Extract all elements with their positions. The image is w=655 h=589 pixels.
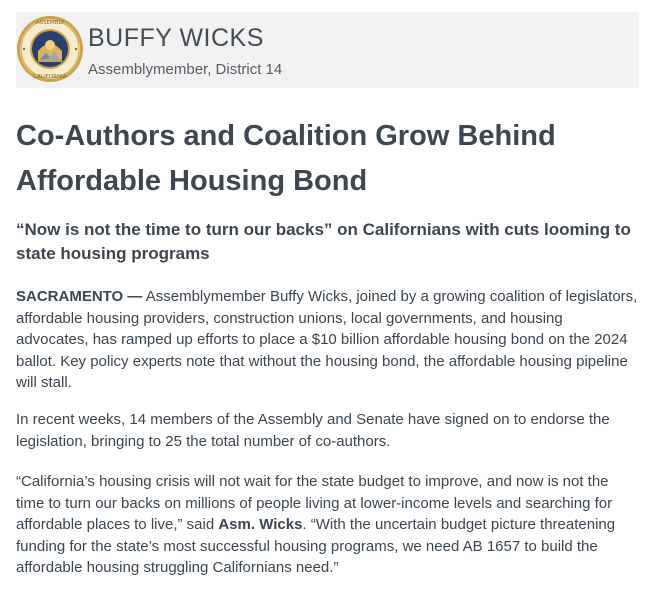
site-header: [16, 12, 639, 88]
paragraph-1-text: Assemblymember Buffy Wicks, joined by a growing coalition of legislators, affordable housing providers, construction unions, local governments, and housing advocates, has ramped up efforts to place a $10 billion affordable housing bond on the 2024 ballot. Key policy experts note that without the housing bond, the affordable housing pipeline will stall.: [16, 288, 638, 391]
article-paragraph-1: [16, 286, 638, 394]
article-subheadline: “Now is not the time to turn our backs” on Californians with cuts looming to state housing programs: [16, 220, 631, 263]
member-district: Assemblymember, District 14: [88, 61, 283, 78]
svg-text:CALIFORNIA: CALIFORNIA: [33, 74, 67, 80]
quote-text-start: “California’s housing crisis will not wait for the state budget to improve, and now is not the time to turn our backs on millions of people living at lower-income levels and searching for affordable places to live,” said: [16, 473, 613, 533]
dateline: SACRAMENTO —: [16, 288, 143, 305]
svg-text:ASSEMBLY: ASSEMBLY: [35, 20, 65, 26]
quote-text-end: . “With the uncertain budget picture threatening funding for the state’s most successful housing programs, we need AB 1657 to build the affordable housing struggling Californians need.”: [16, 516, 616, 576]
assembly-seal-logo: [16, 15, 84, 83]
article-paragraph-3: [16, 471, 638, 579]
article-headline: Co-Authors and Coalition Grow Behind Affordable Housing Bond: [16, 120, 556, 197]
member-name[interactable]: BUFFY WICKS: [88, 24, 264, 52]
quote-speaker: Asm. Wicks: [218, 516, 303, 533]
article-paragraph-2: In recent weeks, 14 members of the Assembly and Senate have signed on to endorse the legislation, bringing to 25 the total number of co-authors.: [16, 411, 610, 450]
